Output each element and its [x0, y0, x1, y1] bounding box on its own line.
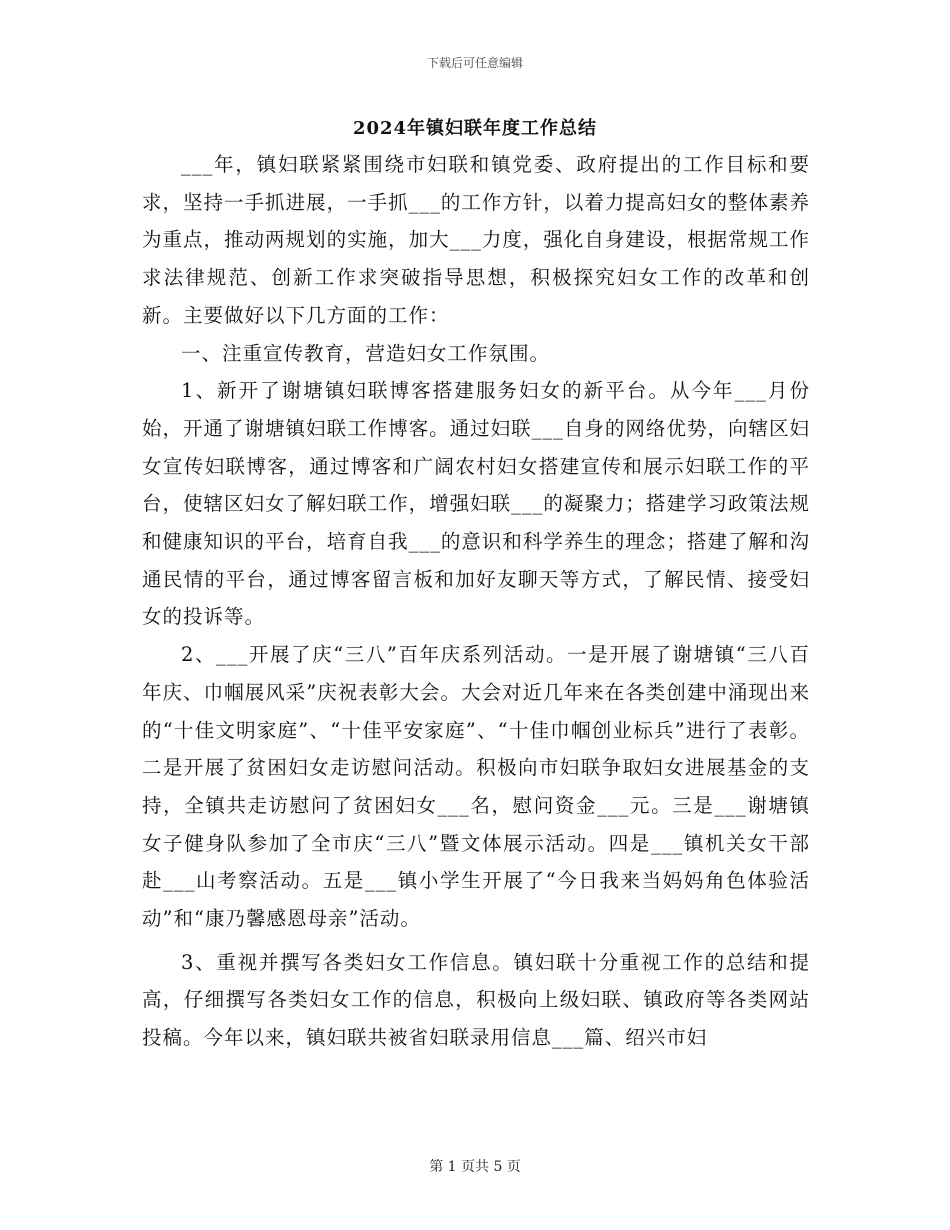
document-body	[142, 146, 810, 1057]
paragraph-intro: ___年，镇妇联紧紧围绕市妇联和镇党委、政府提出的工作目标和要求，坚持一手抓进展，一手抓___的工作方针，以着力提高妇女的整体素养为重点，推动两规划的实施，加大___力度，强化自身建设，根据常规工作求法律规范、创新工作求突破指导思想，积极探究妇女工作的改革和创新。主要做好以下几方面的工作：	[142, 153, 810, 327]
paragraph-item-1: 1、新开了谢塘镇妇联博客搭建服务妇女的新平台。从今年___月份始，开通了谢塘镇妇联工作博客。通过妇联___自身的网络优势，向辖区妇女宣传妇联博客，通过博客和广阔农村妇女搭建宣传和展示妇联工作的平台，使辖区妇女了解妇联工作，增强妇联___的凝聚力；搭建学习政策法规和健康知识的平台，培育自我___的意识和科学养生的理念；搭建了解和沟通民情的平台，通过博客留言板和加好友聊天等方式，了解民情、接受妇女的投诉等。	[142, 379, 810, 629]
header-note: 下载后可任意编辑	[426, 56, 523, 70]
page-footer: 第 1 页共 5 页	[429, 1159, 521, 1175]
document-title: 2024年镇妇联年度工作总结	[352, 118, 598, 139]
section-heading-1: 一、注重宣传教育，营造妇女工作氛围。	[181, 341, 551, 365]
paragraph-item-2: 2、___开展了庆“三八”百年庆系列活动。一是开展了谢塘镇“三八百年庆、巾帼展风采”庆祝表彰大会。大会对近几年来在各类创建中涌现出来的“十佳文明家庭”、“十佳平安家庭”、“十佳巾帼创业标兵”进行了表彰。二是开展了贫困妇女走访慰问活动。积极向市妇联争取妇女进展基金的支持，全镇共走访慰问了贫困妇女___名，慰问资金___元。三是___谢塘镇女子健身队参加了全市庆“三八”暨文体展示活动。四是___镇机关女干部赴___山考察活动。五是___镇小学生开展了“今日我来当妈妈角色体验活动”和“康乃馨感恩母亲”活动。	[142, 643, 810, 931]
paragraph-item-3: 3、重视并撰写各类妇女工作信息。镇妇联十分重视工作的总结和提高，仔细撰写各类妇女工作的信息，积极向上级妇联、镇政府等各类网站投稿。今年以来，镇妇联共被省妇联录用信息___篇、绍兴市妇	[142, 950, 810, 1050]
